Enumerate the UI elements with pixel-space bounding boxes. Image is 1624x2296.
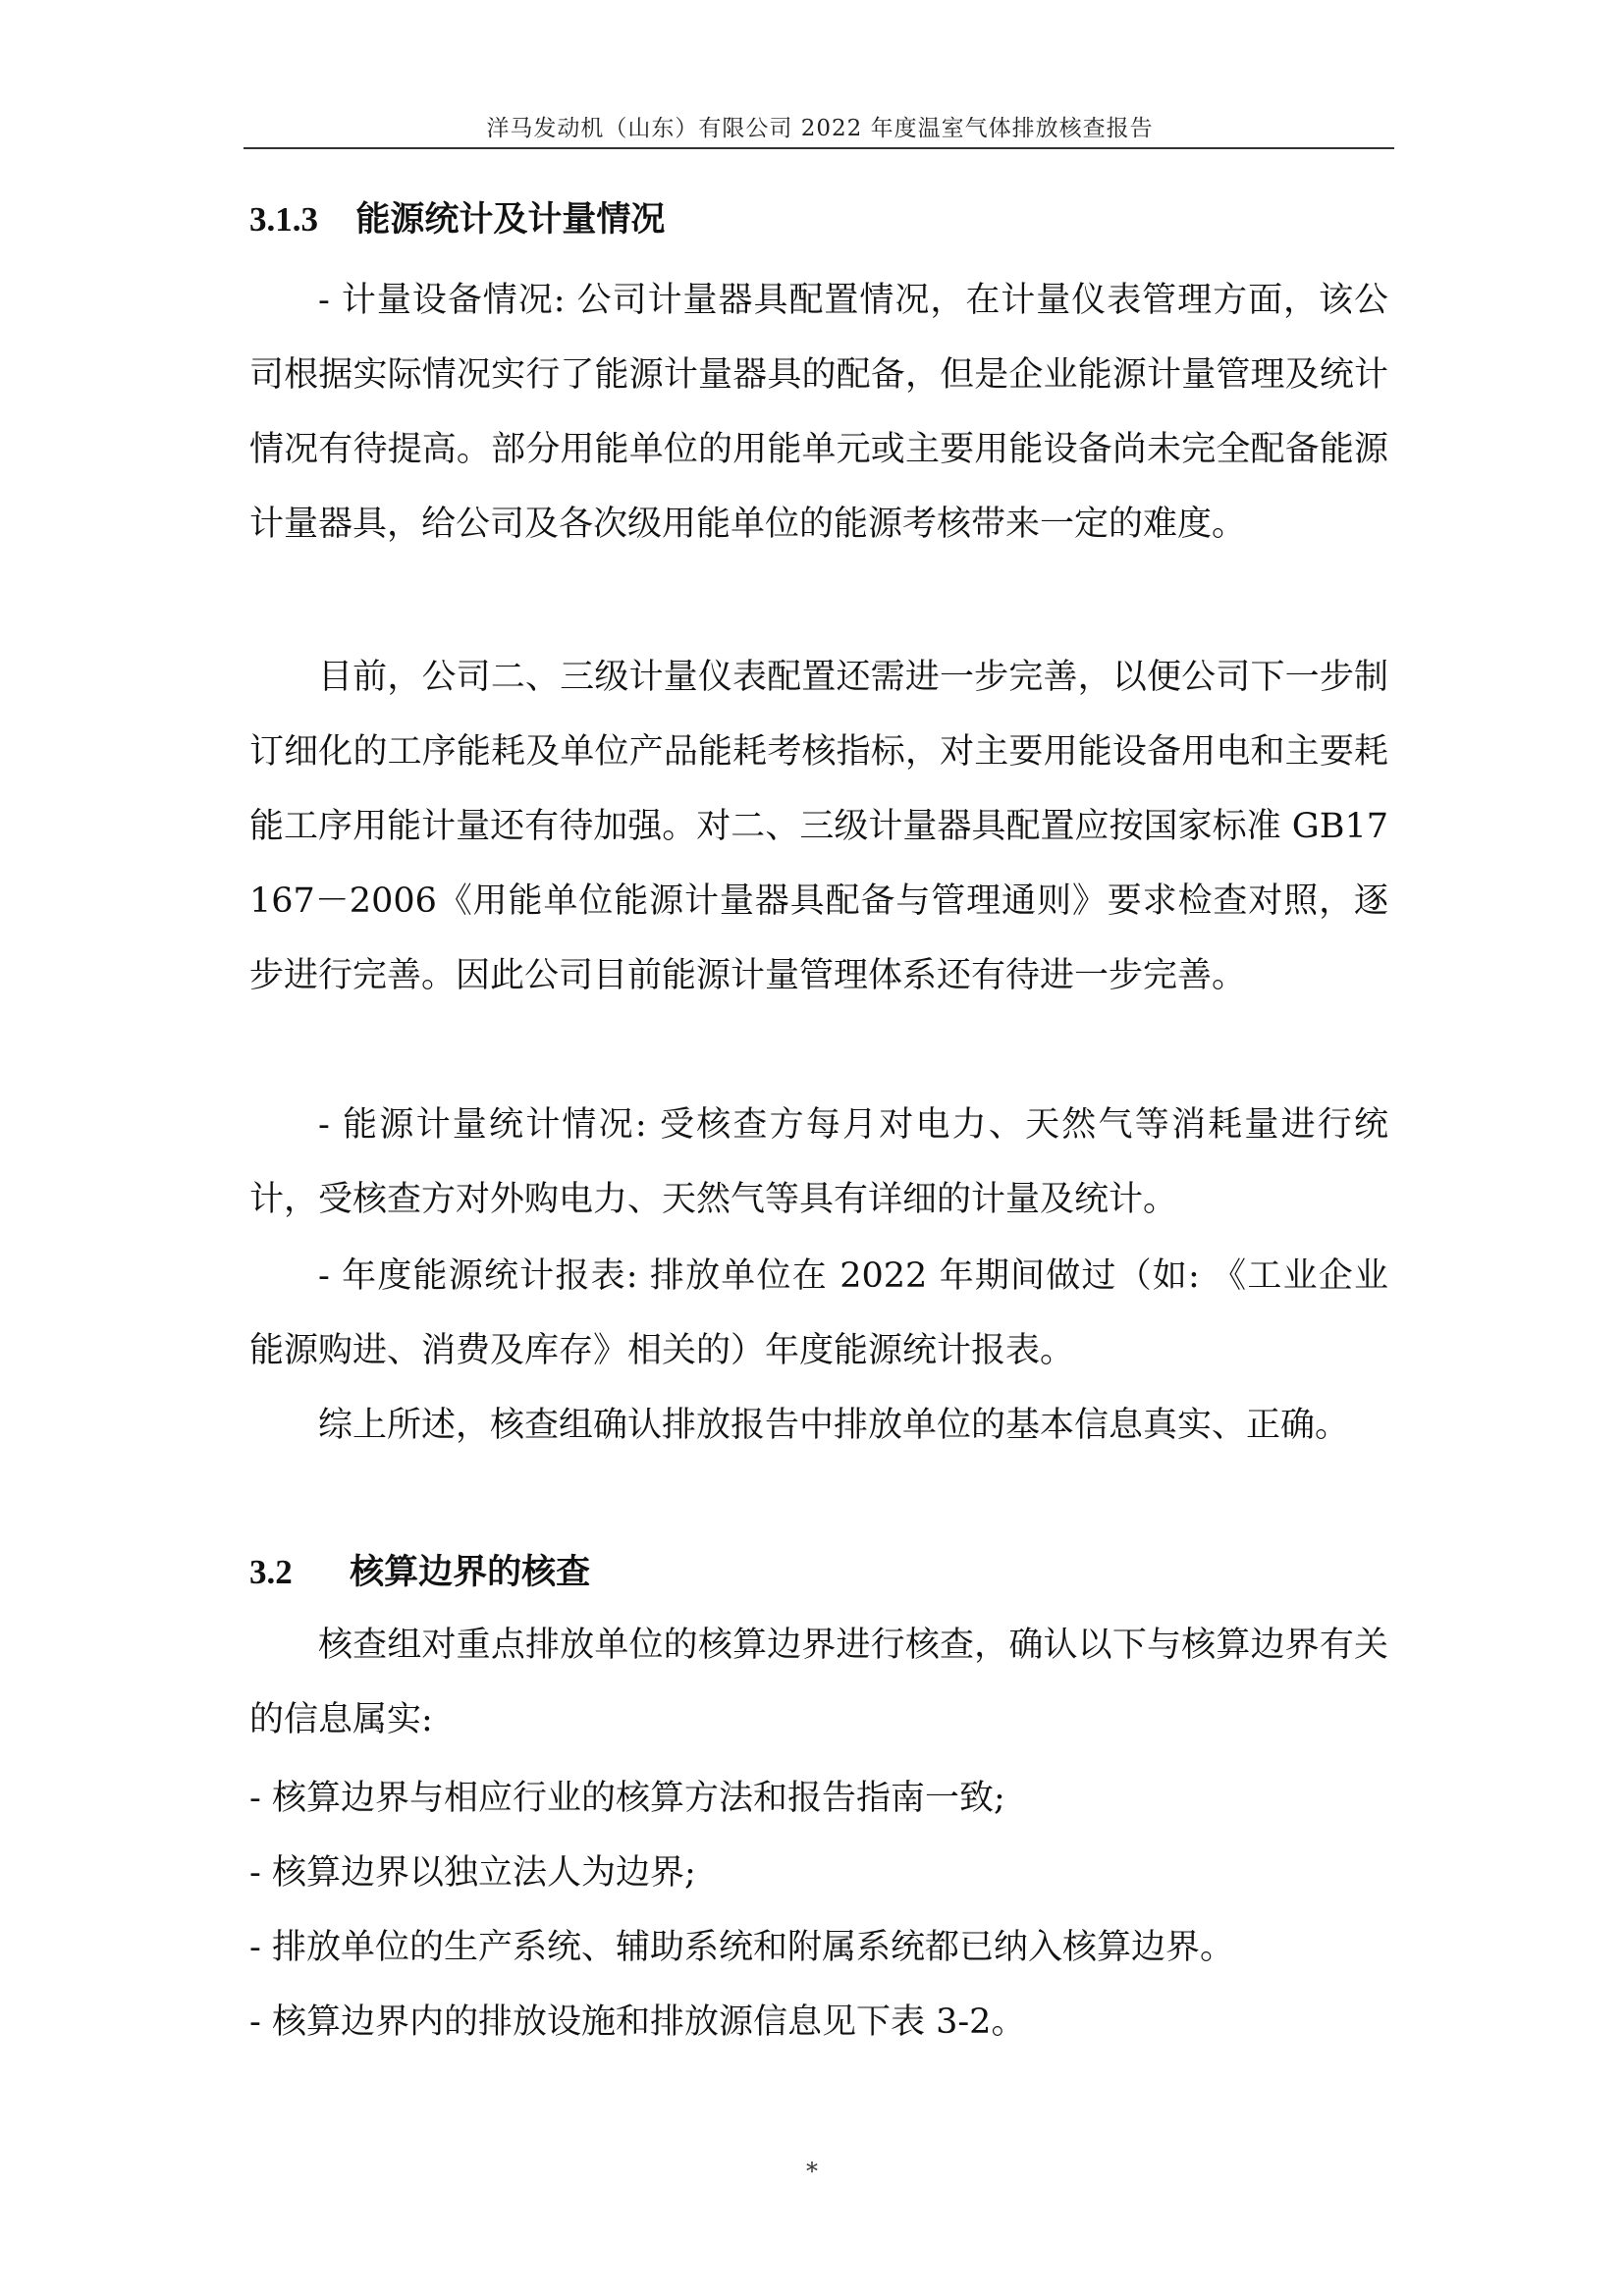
annual-report-paragraph: - 年度能源统计报表: 排放单位在 2022 年期间做过（如: 《工业企业能源购进、消费及库存》相关的）年度能源统计报表。 <box>249 1256 1388 1370</box>
boundary-intro-paragraph: 核查组对重点排放单位的核算边界进行核查，确认以下与核算边界有关的信息属实: <box>249 1626 1388 1739</box>
section-number: 3.2 <box>249 1553 293 1591</box>
section-title: 能源统计及计量情况 <box>355 200 666 240</box>
page-footer-mark: * <box>806 2158 818 2185</box>
section-title: 核算边界的核查 <box>350 1553 591 1592</box>
energy-statistics-paragraph: - 能源计量统计情况: 受核查方每月对电力、天然气等消耗量进行统计，受核查方对外购电力、天然气等具有详细的计量及统计。 <box>249 1105 1388 1219</box>
list-item: - 核算边界与相应行业的核算方法和报告指南一致; <box>249 1779 1005 1818</box>
list-item: - 核算边界以独立法人为边界; <box>249 1853 696 1893</box>
page-header: 洋马发动机（山东）有限公司 2022 年度温室气体排放核查报告 <box>486 116 1154 141</box>
conclusion-paragraph: 综上所述，核查组确认排放报告中排放单位的基本信息真实、正确。 <box>318 1406 1350 1445</box>
header-rule <box>244 147 1394 149</box>
list-item: - 核算边界内的排放设施和排放源信息见下表 3-2。 <box>249 2002 1026 2042</box>
section-heading-3-1-3 <box>249 192 665 241</box>
section-number: 3.1.3 <box>249 200 318 239</box>
metering-improvement-paragraph: 目前，公司二、三级计量仪表配置还需进一步完善，以便公司下一步制订细化的工序能耗及单位产品能耗考核指标，对主要用能设备用电和主要耗能工序用能计量还有待加强。对二、三级计量器具配置应按国家标准 GB17167－2006《用能单位能源计量器具配备与管理通则》要求检查对照，逐步进行完善。因此公司目前能源计量管理体系还有待进一步完善。 <box>249 658 1388 995</box>
section-heading-3-2 <box>249 1545 590 1594</box>
metering-equipment-paragraph: - 计量设备情况: 公司计量器具配置情况，在计量仪表管理方面，该公司根据实际情况实行了能源计量器具的配备，但是企业能源计量管理及统计情况有待提高。部分用能单位的用能单元或主要用能设备尚未完全配备能源计量器具，给公司及各次级用能单位的能源考核带来一定的难度。 <box>249 281 1388 544</box>
list-item: - 排放单位的生产系统、辅助系统和附属系统都已纳入核算边界。 <box>249 1928 1234 1967</box>
